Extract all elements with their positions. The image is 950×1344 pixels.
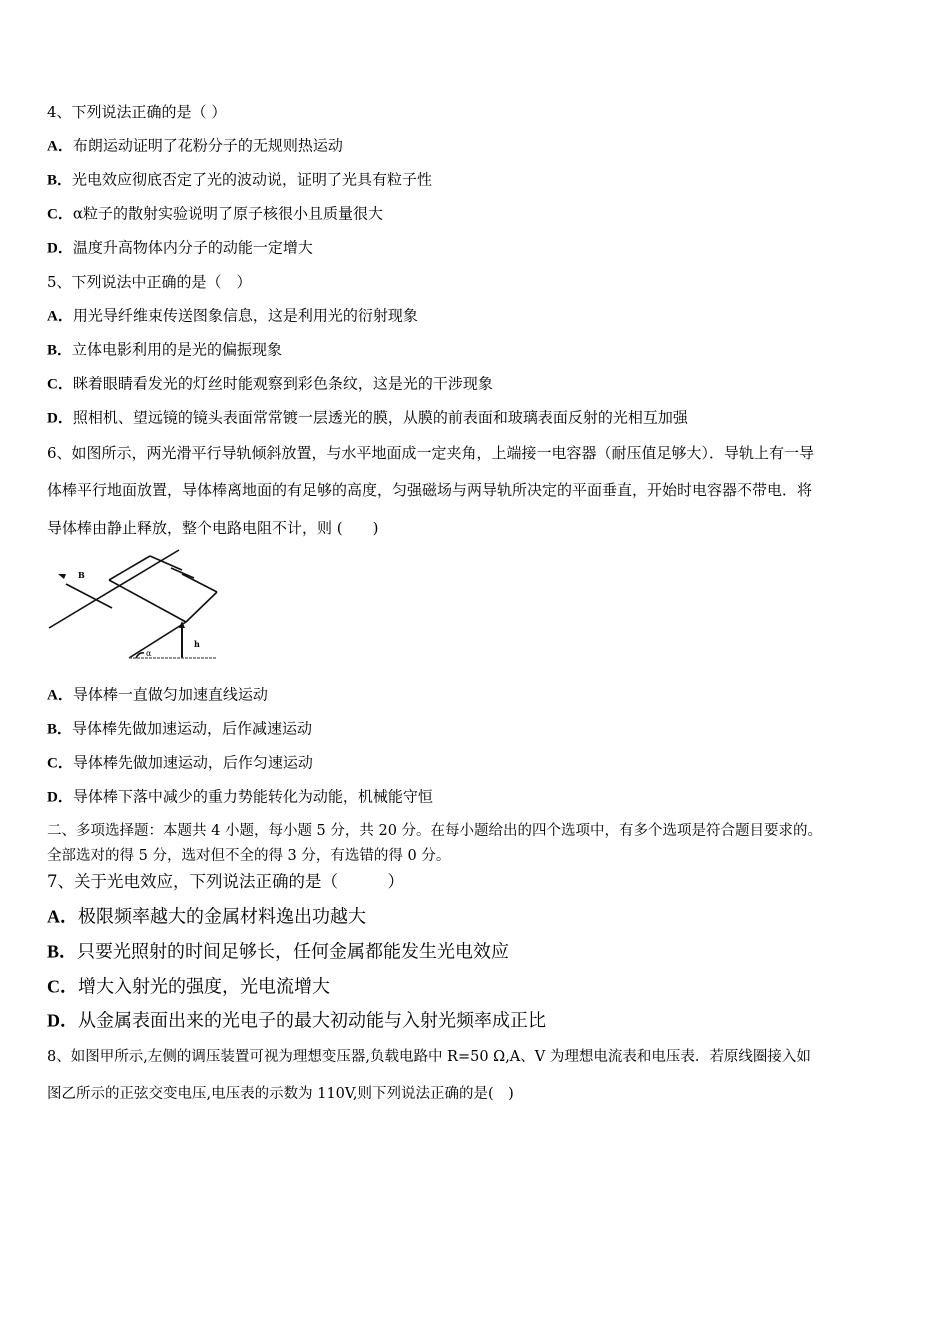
option-a [47, 685, 268, 706]
option-text: 布朗运动证明了花粉分子的无规则热运动 [72, 136, 343, 155]
option-letter: D． [47, 1010, 78, 1031]
angle-label: α [146, 649, 152, 658]
option-letter: B． [47, 172, 73, 189]
section-instructions-line: 全部选对的得 5 分，选对但不全的得 3 分，有选错的得 0 分。 [47, 848, 451, 864]
option-letter: C． [47, 206, 73, 223]
option-text: α粒子的散射实验说明了原子核很小且质量很大 [72, 204, 383, 223]
question-stem: 5、下列说法中正确的是（ ） [47, 273, 252, 291]
option-letter: C． [47, 376, 73, 393]
option-text: 温度升高物体内分子的动能一定增大 [72, 238, 313, 257]
option-letter: B． [47, 721, 73, 738]
option-c [47, 753, 313, 774]
option-letter: A． [47, 906, 78, 927]
option-letter: A． [47, 687, 73, 704]
rail-capacitor-diagram [44, 548, 224, 666]
question-stem-line: 图乙所示的正弦交变电压,电压表的示数为 110V,则下列说法正确的是( ) [47, 1086, 514, 1102]
option-text: 导体棒下落中减少的重力势能转化为动能，机械能守恒 [72, 787, 433, 806]
option-text: 增大入射光的强度，光电流增大 [78, 976, 330, 998]
field-label: B [78, 570, 85, 580]
question-stem-line: 导体棒由静止释放，整个电路电阻不计，则 ( ) [47, 519, 379, 537]
option-c [47, 374, 493, 395]
option-letter: A． [47, 308, 73, 325]
option-text: 导体棒先做加速运动，后作匀速运动 [72, 753, 313, 772]
option-letter: B． [47, 342, 73, 359]
question-stem-line: 6、如图所示，两光滑平行导轨倾斜放置，与水平地面成一定夹角，上端接一电容器（耐压值足够大）．导轨上有一导 [47, 444, 815, 462]
option-letter: D． [47, 789, 73, 806]
question-stem: 7、关于光电效应，下列说法正确的是（ ） [47, 872, 404, 891]
option-a [47, 136, 343, 157]
option-text: 导体棒先做加速运动，后作减速运动 [72, 719, 313, 738]
option-text: 极限频率越大的金属材料逸出功越大 [78, 906, 366, 928]
option-letter: B． [47, 941, 78, 962]
option-b [47, 719, 312, 740]
option-text: 从金属表面出来的光电子的最大初动能与入射光频率成正比 [78, 1010, 546, 1032]
option-a [47, 907, 366, 928]
option-text: 眯着眼睛看发光的灯丝时能观察到彩色条纹，这是光的干涉现象 [72, 374, 493, 393]
option-c [47, 204, 383, 225]
option-b [47, 942, 509, 963]
option-d [47, 408, 688, 429]
height-label: h [194, 639, 200, 649]
option-text: 导体棒一直做匀加速直线运动 [72, 685, 268, 704]
option-d [47, 1011, 546, 1032]
option-c [47, 977, 330, 998]
option-d [47, 787, 433, 808]
option-d [47, 238, 313, 259]
option-letter: C． [47, 976, 78, 997]
option-letter: D． [47, 410, 73, 427]
option-letter: D． [47, 240, 73, 257]
height-arrow-icon [179, 621, 185, 628]
option-text: 立体电影利用的是光的偏振现象 [72, 340, 283, 359]
option-text: 只要光照射的时间足够长，任何金属都能发生光电效应 [77, 941, 510, 963]
option-b [47, 340, 282, 361]
option-a [47, 306, 418, 327]
field-arrow-icon [58, 574, 66, 579]
option-text: 用光导纤维束传送图象信息，这是利用光的衍射现象 [72, 306, 418, 325]
option-letter: A． [47, 138, 73, 155]
option-text: 光电效应彻底否定了光的波动说，证明了光具有粒子性 [72, 170, 433, 189]
section-instructions-line: 二、多项选择题：本题共 4 小题，每小题 5 分，共 20 分。在每小题给出的四个选项中，有多个选项是符合题目要求的。 [47, 823, 823, 839]
question-stem-line: 8、如图甲所示,左侧的调压装置可视为理想变压器,负载电路中 R=50 Ω,A、V 为理想电流表和电压表．若原线圈接入如 [47, 1049, 811, 1065]
option-text: 照相机、望远镜的镜头表面常常镀一层透光的膜，从膜的前表面和玻璃表面反射的光相互加强 [72, 408, 688, 427]
option-b [47, 170, 432, 191]
question-stem: 4、下列说法正确的是（ ） [47, 103, 227, 121]
question-stem-line: 体棒平行地面放置，导体棒离地面的有足够的高度，匀强磁场与两导轨所决定的平面垂直，开始时电容器不带电．将 [47, 481, 813, 499]
option-letter: C． [47, 755, 73, 772]
